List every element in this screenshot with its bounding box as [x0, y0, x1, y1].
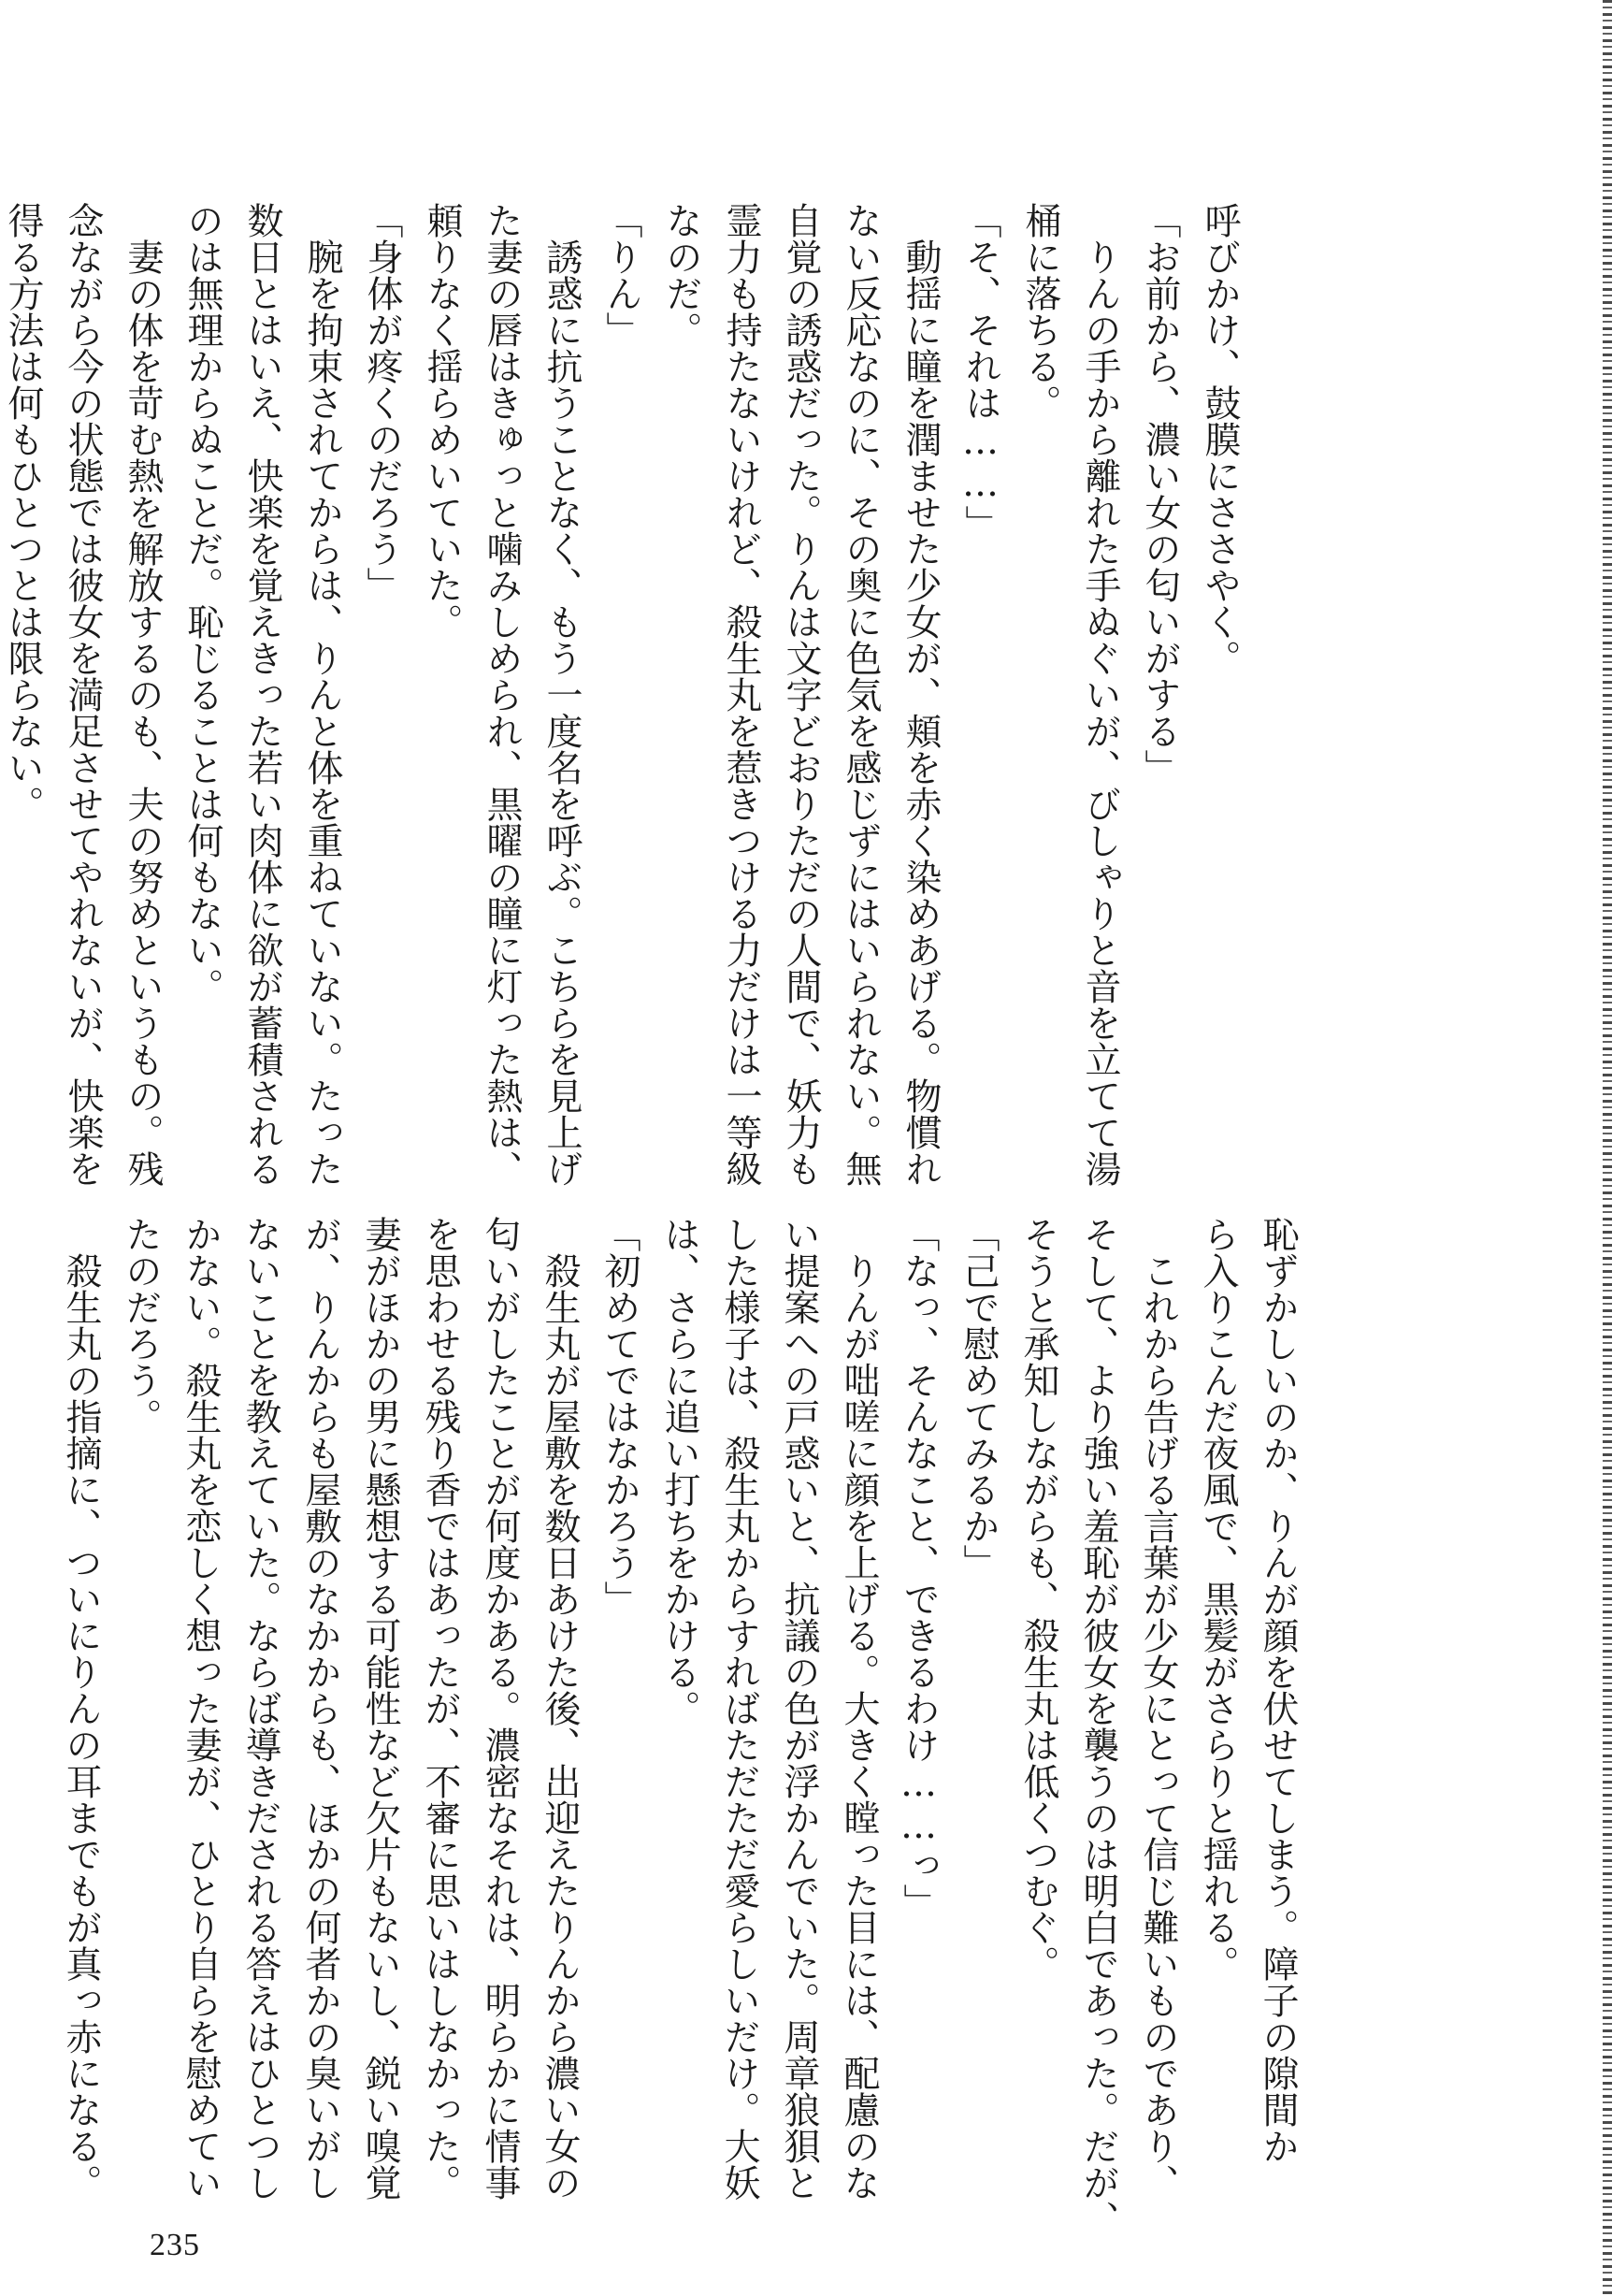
text-line: た妻の唇はきゅっと噛みしめられ、黒曜の瞳に灯った熱は、 — [481, 202, 523, 1187]
text-line: 動揺に瞳を潤ませた少女が、頬を赤く染めあげる。物慣れ — [900, 202, 942, 1187]
text-block-top — [2, 202, 1249, 1187]
text-line: りんの手から離れた手ぬぐいが、びしゃりと音を立てて湯 — [1079, 202, 1121, 1187]
page-number: 235 — [150, 2228, 200, 2262]
text-line: たのだろう。 — [120, 1216, 162, 1435]
text-line: 念ながら今の状態では彼女を満足させてやれないが、快楽を — [62, 202, 104, 1187]
scan-edge — [1603, 0, 1612, 2296]
text-line: 得る方法は何もひとつとは限らない。 — [2, 202, 44, 822]
text-line: 殺生丸が屋敷を数日あけた後、出迎えたりんから濃い女の — [539, 1216, 581, 2201]
text-line: が、りんからも屋敷のなかからも、ほかの何者かの臭いがし — [299, 1216, 341, 2201]
text-line: ないことを教えていた。ならば導きだされる答えはひとつし — [239, 1216, 281, 2201]
text-line: い提案への戸惑いと、抗議の色が浮かんでいた。周章狼狽と — [778, 1216, 820, 2201]
text-line: 腕を拘束されてからは、りんと体を重ねていない。たった — [301, 202, 343, 1187]
text-line: ら入りこんだ夜風で、黒髪がさらりと揺れる。 — [1197, 1216, 1239, 1982]
text-line: 「お前から、濃い女の匂いがする」 — [1139, 202, 1181, 786]
text-line: 妻の体を苛む熱を解放するのも、夫の努めというもの。残 — [122, 202, 164, 1187]
text-line: 呼びかけ、鼓膜にささやく。 — [1199, 202, 1241, 676]
text-line: 恥ずかしいのか、りんが顔を伏せてしまう。障子の隙間か — [1257, 1216, 1299, 2164]
text-line: した様子は、殺生丸からすればただただ愛らしいだけ。大妖 — [718, 1216, 760, 2201]
text-line: 「己で慰めてみるか」 — [957, 1216, 1000, 1581]
text-line: りんが咄嗟に顔を上げる。大きく瞠った目には、配慮のな — [838, 1216, 880, 2201]
text-line: 「そ、それは……」 — [959, 202, 1001, 542]
text-line: そうと承知しながらも、殺生丸は低くつむぐ。 — [1017, 1216, 1059, 1982]
text-line: 桶に落ちる。 — [1019, 202, 1061, 421]
text-line: 匂いがしたことが何度かある。濃密なそれは、明らかに情事 — [479, 1216, 521, 2201]
text-line: そして、より強い羞恥が彼女を襲うのは明白であった。だが、 — [1077, 1216, 1119, 2237]
text-line: ない反応なのに、その奥に色気を感じずにはいられない。無 — [840, 202, 882, 1187]
text-line: なのだ。 — [660, 202, 702, 348]
text-line: 誘惑に抗うことなく、もう一度名を呼ぶ。こちらを見上げ — [540, 202, 583, 1187]
text-line: は、さらに追い打ちをかける。 — [658, 1216, 700, 1726]
text-line: 頼りなく揺らめいていた。 — [421, 202, 463, 640]
text-line: 「身体が疼くのだろう」 — [361, 202, 403, 603]
text-line: 「初めてではなかろう」 — [598, 1216, 640, 1617]
text-line: 数日とはいえ、快楽を覚えきった若い肉体に欲が蓄積される — [241, 202, 283, 1187]
text-line: を思わせる残り香ではあったが、不審に思いはしなかった。 — [419, 1216, 461, 2201]
text-line: かない。殺生丸を恋しく想った妻が、ひとり自らを慰めてい — [180, 1216, 222, 2201]
text-line: 妻がほかの男に懸想する可能性など欠片もないし、鋭い嗅覚 — [359, 1216, 401, 2201]
text-line: これから告げる言葉が少女にとって信じ難いものであり、 — [1137, 1216, 1179, 2201]
text-block-bottom — [60, 1216, 1307, 2237]
text-line: 「りん」 — [600, 202, 642, 348]
text-line: 自覚の誘惑だった。りんは文字どおりただの人間で、妖力も — [780, 202, 822, 1187]
text-line: のは無理からぬことだ。恥じることは何もない。 — [181, 202, 223, 1004]
text-line: 「なっ、そんなこと、できるわけ……っ」 — [898, 1216, 940, 1920]
text-line: 霊力も持たないけれど、殺生丸を惹きつける力だけは一等級 — [720, 202, 762, 1187]
text-line: 殺生丸の指摘に、ついにりんの耳までもが真っ赤になる。 — [60, 1216, 102, 2201]
